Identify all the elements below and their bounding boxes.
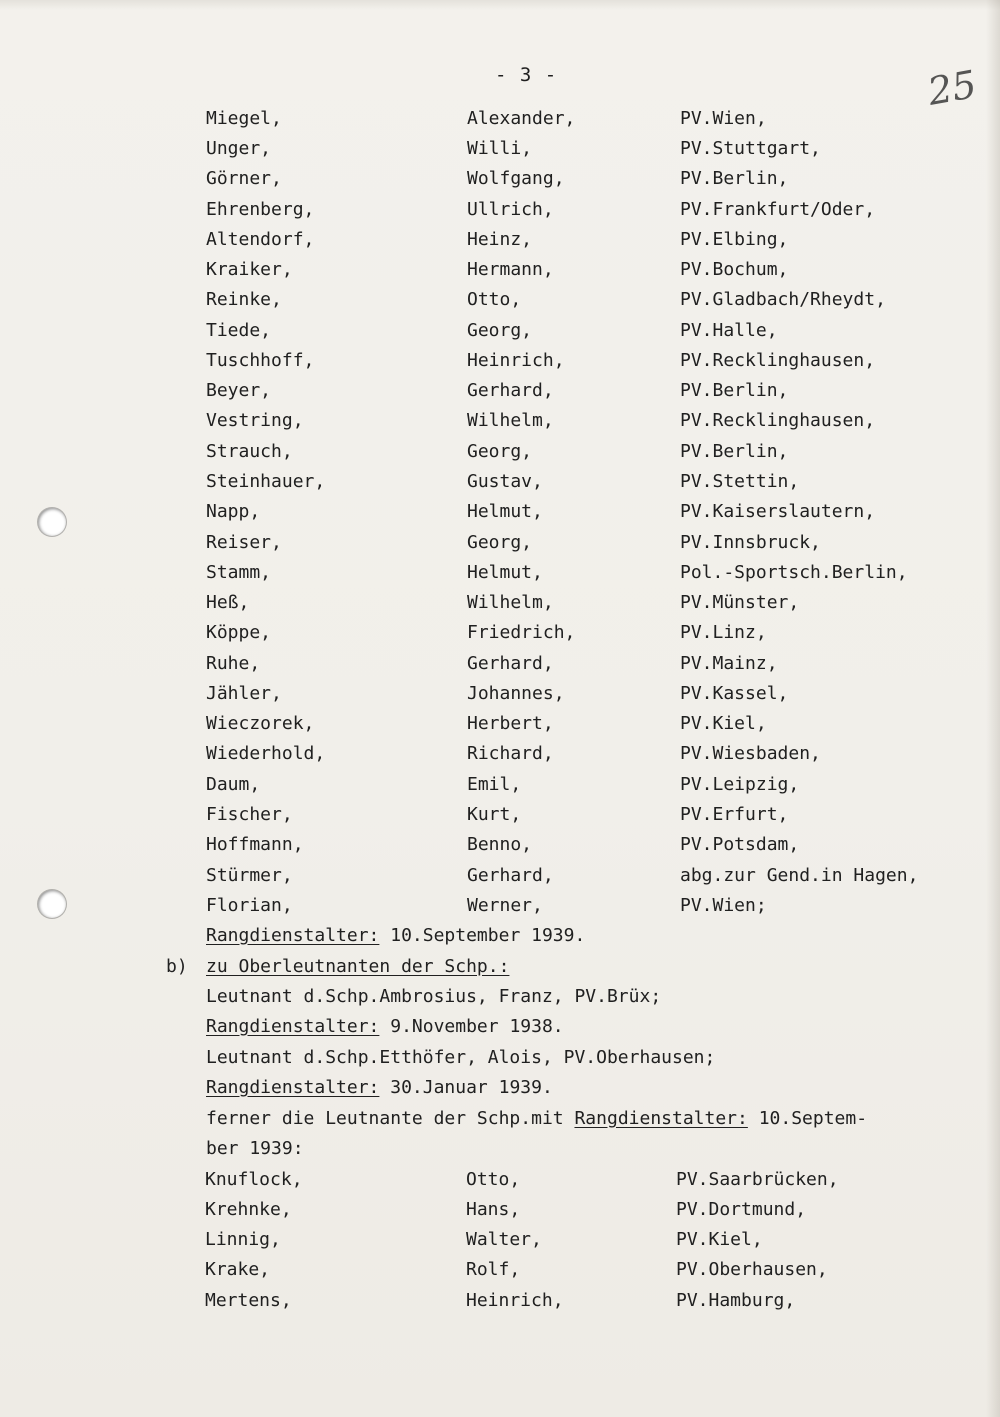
unit: PV.Saarbrücken, (676, 1169, 839, 1190)
list-item (0, 1197, 1000, 1223)
unit: PV.Recklinghausen, (680, 350, 876, 371)
rangdienstalter-label: Rangdienstalter: (206, 1016, 380, 1037)
list-item (0, 136, 1000, 162)
list-item (0, 590, 1000, 616)
unit: PV.Wiesbaden, (680, 743, 821, 764)
surname: Beyer, (206, 380, 272, 401)
surname: Jähler, (206, 683, 282, 704)
rangdienstalter-line (206, 1075, 553, 1101)
given-name: Emil, (467, 774, 522, 795)
ferner-continuation: ber 1939: (206, 1138, 304, 1159)
list-item (0, 893, 1000, 919)
unit: PV.Stuttgart, (680, 138, 821, 159)
unit: Pol.-Sportsch.Berlin, (680, 562, 908, 583)
surname: Florian, (206, 895, 293, 916)
unit: PV.Stettin, (680, 471, 800, 492)
given-name: Gerhard, (467, 653, 554, 674)
rangdienstalter-label: Rangdienstalter: (206, 925, 380, 946)
unit: PV.Münster, (680, 592, 800, 613)
surname: Linnig, (205, 1229, 281, 1250)
unit: PV.Oberhausen, (676, 1259, 828, 1280)
section-heading: zu Oberleutnanten der Schp.: (206, 956, 510, 977)
unit: PV.Berlin, (680, 441, 789, 462)
surname: Hoffmann, (206, 834, 304, 855)
unit: PV.Mainz, (680, 653, 778, 674)
unit: PV.Dortmund, (676, 1199, 807, 1220)
surname: Heß, (206, 592, 250, 613)
unit: PV.Innsbruck, (680, 532, 821, 553)
rangdienstalter-label: Rangdienstalter: (574, 1108, 748, 1129)
ferner-line (206, 1106, 867, 1132)
rangdienstalter-date: 30.Januar 1939. (390, 1077, 553, 1098)
list-item (0, 772, 1000, 798)
unit: PV.Recklinghausen, (680, 410, 876, 431)
given-name: Werner, (467, 895, 543, 916)
rangdienstalter-line (206, 923, 585, 949)
list-item (0, 651, 1000, 677)
unit: PV.Berlin, (680, 168, 789, 189)
given-name: Heinrich, (466, 1290, 564, 1311)
list-item (0, 560, 1000, 586)
surname: Napp, (206, 501, 261, 522)
surname: Tiede, (206, 320, 272, 341)
list-item (0, 408, 1000, 434)
given-name: Alexander, (467, 108, 576, 129)
unit: PV.Wien, (680, 108, 767, 129)
rangdienstalter-date: 10.September 1939. (390, 925, 586, 946)
surname: Mertens, (205, 1290, 292, 1311)
list-item (0, 287, 1000, 313)
given-name: Walter, (466, 1229, 542, 1250)
given-name: Hermann, (467, 259, 554, 280)
surname: Stamm, (206, 562, 272, 583)
surname: Knuflock, (205, 1169, 303, 1190)
list-item (0, 741, 1000, 767)
list-item (0, 348, 1000, 374)
given-name: Richard, (467, 743, 554, 764)
given-name: Otto, (467, 289, 522, 310)
given-name: Gerhard, (467, 380, 554, 401)
unit: PV.Frankfurt/Oder, (680, 199, 876, 220)
unit: PV.Kiel, (680, 713, 767, 734)
unit: PV.Gladbach/Rheydt, (680, 289, 886, 310)
given-name: Johannes, (467, 683, 565, 704)
surname: Görner, (206, 168, 282, 189)
rangdienstalter-date: 9.November 1938. (390, 1016, 564, 1037)
section-marker: b) (166, 956, 188, 977)
given-name: Wilhelm, (467, 592, 554, 613)
given-name: Georg, (467, 320, 533, 341)
surname: Stürmer, (206, 865, 293, 886)
given-name: Friedrich, (467, 622, 576, 643)
list-item (0, 318, 1000, 344)
given-name: Hans, (466, 1199, 521, 1220)
list-item (0, 166, 1000, 192)
promotion-entry: Leutnant d.Schp.Etthöfer, Alois, PV.Oberhausen; (206, 1047, 716, 1068)
rangdienstalter-date: 10.Septem- (758, 1108, 868, 1129)
given-name: Wolfgang, (467, 168, 565, 189)
given-name: Heinz, (467, 229, 533, 250)
surname: Wiederhold, (206, 743, 326, 764)
given-name: Wilhelm, (467, 410, 554, 431)
surname: Wieczorek, (206, 713, 315, 734)
surname: Ehrenberg, (206, 199, 315, 220)
promotion-entry: Leutnant d.Schp.Ambrosius, Franz, PV.Brüx; (206, 986, 662, 1007)
unit: PV.Kaiserslautern, (680, 501, 876, 522)
unit: PV.Hamburg, (676, 1290, 796, 1311)
given-name: Benno, (467, 834, 533, 855)
unit: PV.Bochum, (680, 259, 789, 280)
given-name: Helmut, (467, 501, 543, 522)
unit: PV.Kiel, (676, 1229, 763, 1250)
surname: Miegel, (206, 108, 282, 129)
given-name: Rolf, (466, 1259, 521, 1280)
list-item (0, 1167, 1000, 1193)
surname: Reiser, (206, 532, 282, 553)
list-item (0, 106, 1000, 132)
list-item (0, 227, 1000, 253)
list-item (0, 681, 1000, 707)
list-item (0, 257, 1000, 283)
given-name: Gustav, (467, 471, 543, 492)
unit: PV.Elbing, (680, 229, 789, 250)
surname: Strauch, (206, 441, 293, 462)
given-name: Willi, (467, 138, 533, 159)
unit: PV.Potsdam, (680, 834, 800, 855)
given-name: Ullrich, (467, 199, 554, 220)
rangdienstalter-label: Rangdienstalter: (206, 1077, 380, 1098)
unit: PV.Leipzig, (680, 774, 800, 795)
list-item (0, 1288, 1000, 1314)
ferner-text: ferner die Leutnante der Schp.mit (206, 1108, 564, 1129)
given-name: Helmut, (467, 562, 543, 583)
list-item (0, 378, 1000, 404)
list-item (0, 620, 1000, 646)
surname: Vestring, (206, 410, 304, 431)
given-name: Georg, (467, 532, 533, 553)
list-item (0, 197, 1000, 223)
unit: PV.Erfurt, (680, 804, 789, 825)
rangdienstalter-line (206, 1014, 564, 1040)
unit: PV.Halle, (680, 320, 778, 341)
given-name: Otto, (466, 1169, 521, 1190)
given-name: Gerhard, (467, 865, 554, 886)
list-item (0, 832, 1000, 858)
handwritten-page-number: 25 (924, 62, 980, 114)
list-item (0, 711, 1000, 737)
surname: Reinke, (206, 289, 282, 310)
list-item (0, 802, 1000, 828)
surname: Daum, (206, 774, 261, 795)
given-name: Heinrich, (467, 350, 565, 371)
surname: Tuschhoff, (206, 350, 315, 371)
unit: PV.Linz, (680, 622, 767, 643)
surname: Köppe, (206, 622, 272, 643)
surname: Kraiker, (206, 259, 293, 280)
surname: Unger, (206, 138, 272, 159)
unit: PV.Wien; (680, 895, 767, 916)
list-item (0, 863, 1000, 889)
given-name: Kurt, (467, 804, 522, 825)
list-item (0, 439, 1000, 465)
surname: Krake, (205, 1259, 271, 1280)
list-item (0, 1257, 1000, 1283)
surname: Ruhe, (206, 653, 261, 674)
list-item (0, 469, 1000, 495)
list-item (0, 530, 1000, 556)
given-name: Herbert, (467, 713, 554, 734)
unit: abg.zur Gend.in Hagen, (680, 865, 919, 886)
surname: Krehnke, (205, 1199, 292, 1220)
page-number: - 3 - (495, 64, 558, 86)
surname: Altendorf, (206, 229, 315, 250)
given-name: Georg, (467, 441, 533, 462)
surname: Fischer, (206, 804, 293, 825)
surname: Steinhauer, (206, 471, 326, 492)
list-item (0, 499, 1000, 525)
list-item (0, 1227, 1000, 1253)
unit: PV.Berlin, (680, 380, 789, 401)
unit: PV.Kassel, (680, 683, 789, 704)
